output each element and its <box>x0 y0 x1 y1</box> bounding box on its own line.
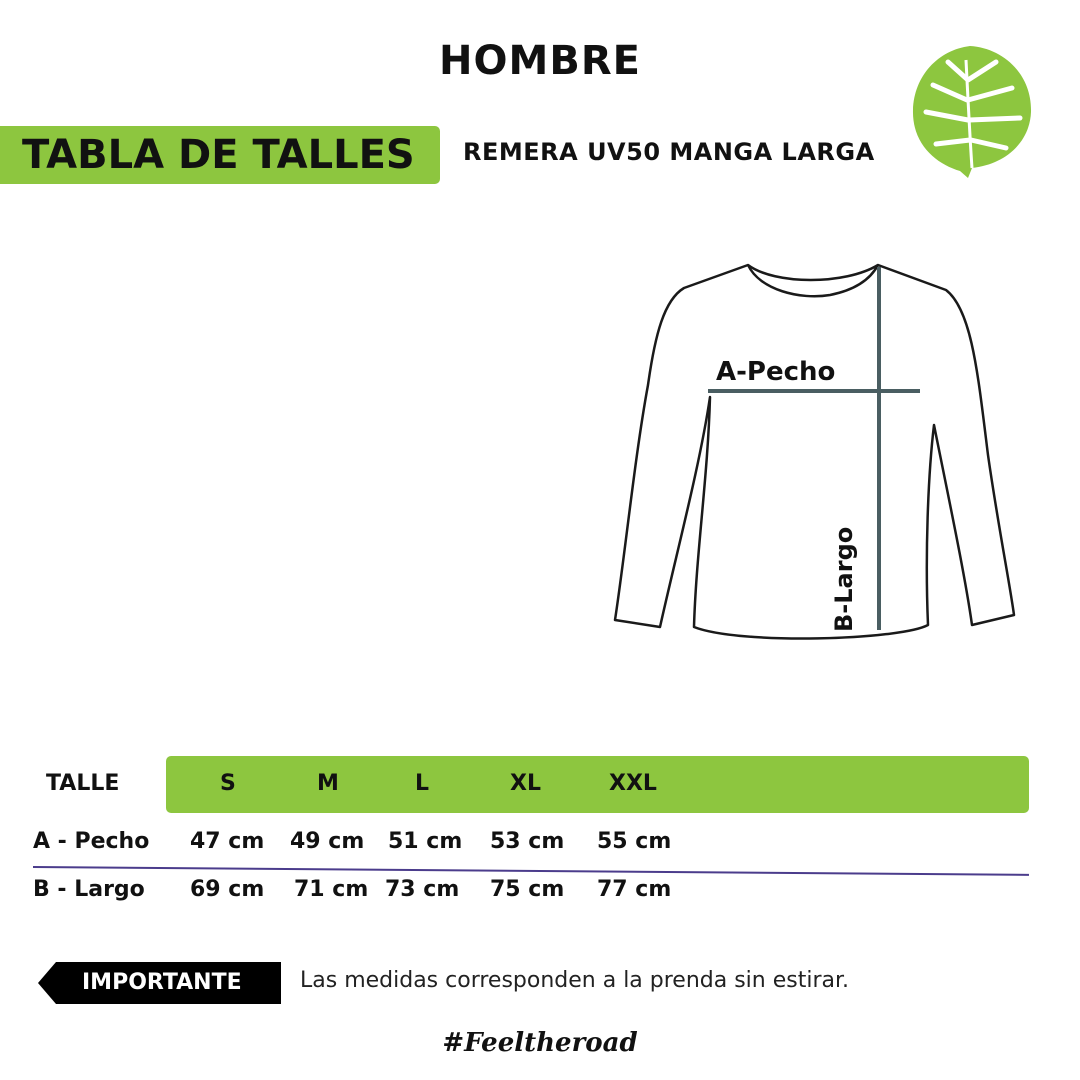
length-label: B-Largo <box>830 526 858 632</box>
length-l: 73 cm <box>385 877 460 902</box>
size-m: M <box>317 771 339 796</box>
brand-hashtag: #Feeltheroad <box>442 1028 638 1058</box>
chest-xl: 53 cm <box>490 829 565 854</box>
size-s: S <box>220 771 236 796</box>
page-title: TABLA DE TALLES <box>22 132 415 178</box>
shirt-outline <box>615 265 1014 639</box>
chest-s: 47 cm <box>190 829 265 854</box>
product-name: REMERA UV50 MANGA LARGA <box>463 138 875 166</box>
chest-m: 49 cm <box>290 829 365 854</box>
shirt-diagram <box>600 255 1030 655</box>
important-note: Las medidas corresponden a la prenda sin estirar. <box>300 968 850 993</box>
row-label-chest: A - Pecho <box>33 829 150 854</box>
length-s: 69 cm <box>190 877 265 902</box>
important-label: IMPORTANTE <box>82 970 242 995</box>
size-header-bar <box>166 756 1029 813</box>
row-label-length: B - Largo <box>33 877 145 902</box>
chest-label: A-Pecho <box>716 357 836 387</box>
chest-l: 51 cm <box>388 829 463 854</box>
page-category: HOMBRE <box>439 38 641 84</box>
row-divider <box>33 866 1029 876</box>
chest-xxl: 55 cm <box>597 829 672 854</box>
size-xxl: XXL <box>609 771 657 796</box>
size-xl: XL <box>510 771 541 796</box>
length-m: 71 cm <box>294 877 369 902</box>
size-l: L <box>415 771 430 796</box>
monstera-leaf-icon <box>908 40 1038 180</box>
length-xxl: 77 cm <box>597 877 672 902</box>
size-header-label: TALLE <box>46 771 120 796</box>
length-xl: 75 cm <box>490 877 565 902</box>
